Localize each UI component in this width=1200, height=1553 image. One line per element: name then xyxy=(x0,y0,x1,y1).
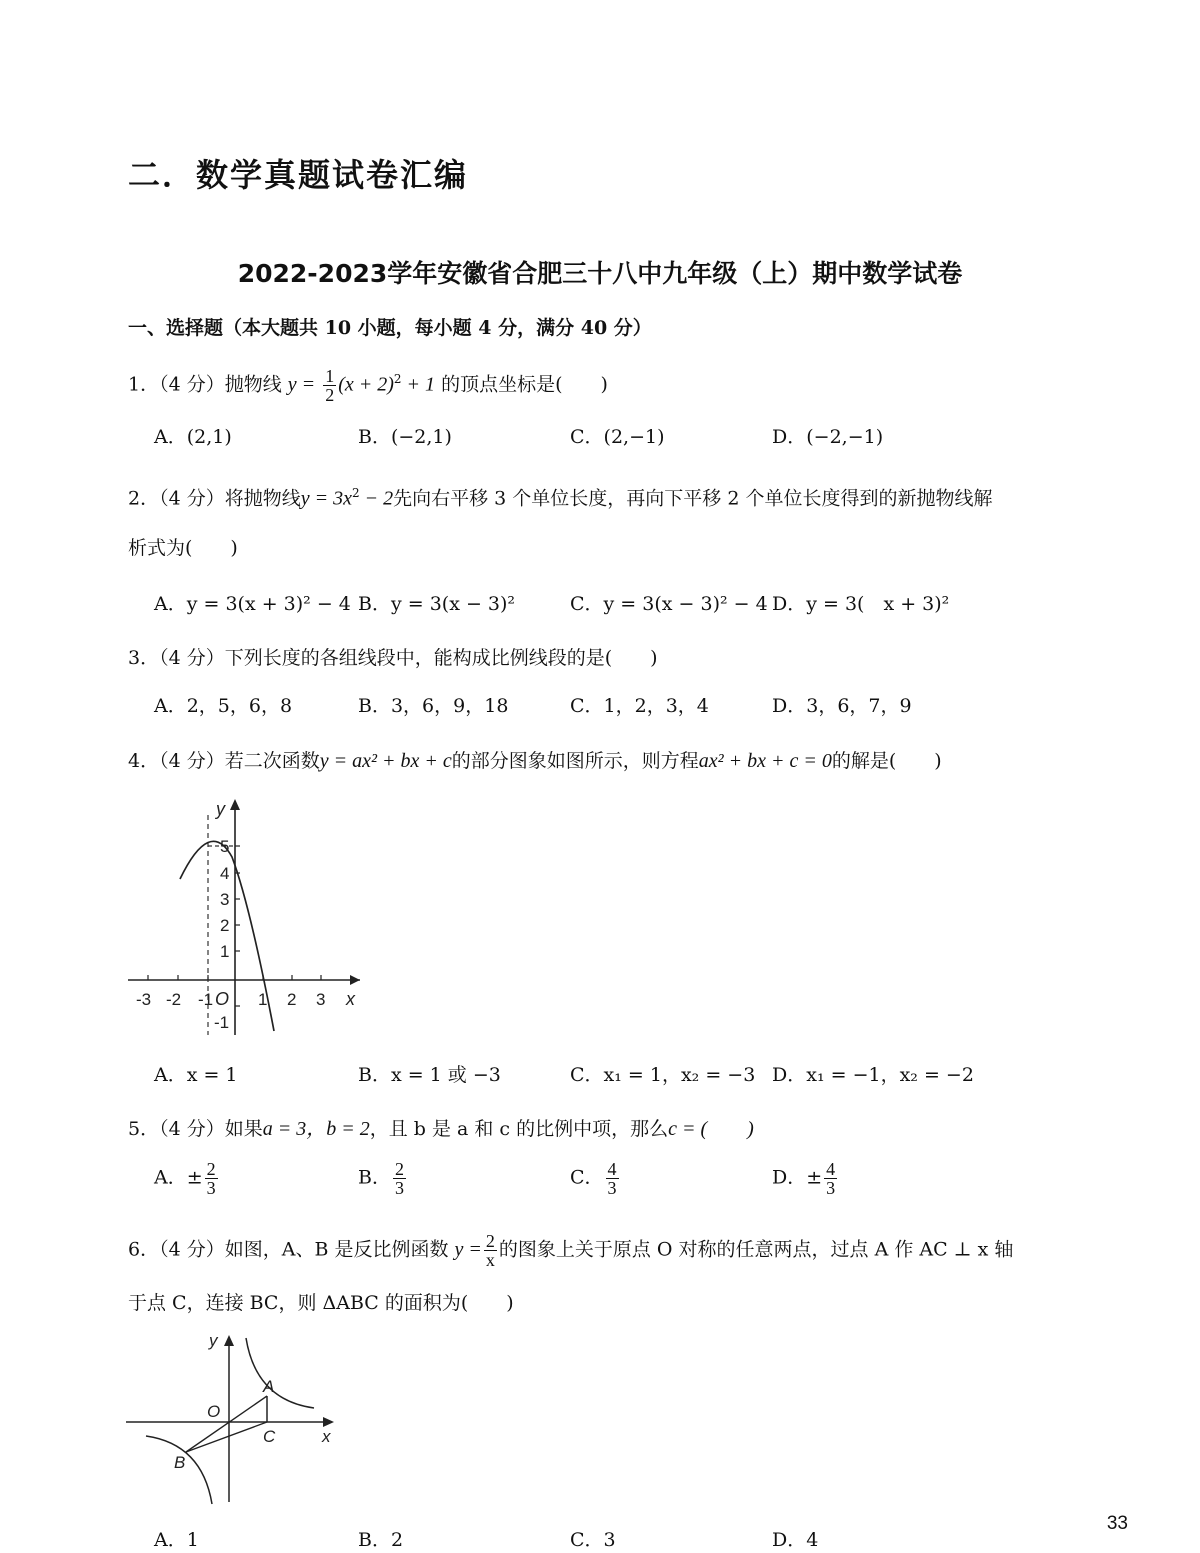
page-number: 33 xyxy=(1106,1513,1128,1534)
q5-option-a xyxy=(154,1160,220,1197)
fraction-denominator: 3 xyxy=(826,1178,836,1198)
q1-option-b: B．(−2,1) xyxy=(358,426,452,448)
point-b-label: B xyxy=(174,1453,186,1472)
q4-option-d: D．x₁ = −1，x₂ = −2 xyxy=(772,1064,974,1086)
q6-option-b: B．2 xyxy=(358,1529,404,1551)
question-3: 3．（4 分）下列长度的各组线段中，能构成比例线段的是( ) xyxy=(128,647,658,669)
x-tick-label: -3 xyxy=(136,990,152,1009)
q1-option-d: D．(−2,−1) xyxy=(772,426,884,448)
question-6-prefix: 6．（4 分）如图，A、B 是反比例函数 xyxy=(128,1238,449,1261)
question-1-expr: (x + 2) xyxy=(338,373,394,396)
x-tick-label: 3 xyxy=(316,990,326,1009)
x-axis-label: x xyxy=(322,1427,331,1446)
x-tick-label: 2 xyxy=(287,990,297,1009)
q2-option-a: A．y = 3(x + 3)² − 4 xyxy=(154,593,351,615)
fraction-denominator: 2 xyxy=(325,384,335,405)
question-6-y: y = xyxy=(454,1238,482,1261)
q2-option-c: C．y = 3(x − 3)² − 4 xyxy=(570,593,768,615)
y-tick-label: 1 xyxy=(220,942,230,961)
option-sign: ± xyxy=(806,1166,823,1189)
q3-option-d: D．3，6，7，9 xyxy=(772,695,912,717)
option-sign: ± xyxy=(186,1166,203,1189)
q2-option-d: D．y = 3( x + 3)² xyxy=(772,593,950,615)
q6-option-c: C．3 xyxy=(570,1529,616,1551)
question-6-fraction xyxy=(484,1232,497,1269)
y-tick-label: 4 xyxy=(220,864,230,883)
question-2-exponent: 2 xyxy=(351,486,360,500)
question-1-y: y = xyxy=(287,373,316,396)
fraction-numerator: 2 xyxy=(206,1159,216,1179)
q5-option-c xyxy=(570,1160,621,1197)
question-1 xyxy=(128,366,608,404)
fraction-numerator: 4 xyxy=(826,1159,836,1179)
q1-option-a: A．(2,1) xyxy=(154,426,232,448)
paper-title: 2022-2023学年安徽省合肥三十八中九年级（上）期中数学试卷 xyxy=(237,259,963,288)
y-axis-label: y xyxy=(216,799,225,819)
question-5 xyxy=(128,1116,754,1142)
q3-option-b: B．3，6，9，18 xyxy=(358,695,509,717)
y-tick-label: 5 xyxy=(220,837,230,856)
question-5-prefix: 5．（4 分）如果 xyxy=(128,1118,263,1140)
q3-option-a: A．2，5，6，8 xyxy=(154,695,293,717)
question-5-condition: a = 3，b = 2 xyxy=(262,1118,370,1140)
fraction-numerator: 4 xyxy=(607,1159,617,1179)
q3-option-c: C．1，2，3，4 xyxy=(570,695,709,717)
option-label: B． xyxy=(358,1166,391,1189)
y-tick-label: 2 xyxy=(220,916,230,935)
fraction-denominator: 3 xyxy=(607,1178,617,1198)
point-c-label: C xyxy=(263,1427,276,1446)
origin-label: O xyxy=(215,989,230,1009)
parabola-figure xyxy=(128,795,368,1040)
q5-option-d xyxy=(772,1160,839,1197)
y-tick-label: -1 xyxy=(214,1013,230,1032)
question-6 xyxy=(128,1232,1013,1269)
x-axis-label: x xyxy=(346,989,355,1009)
question-6-line2: 于点 C，连接 BC，则 ΔABC 的面积为( ) xyxy=(128,1292,514,1314)
question-4-suffix: 的解是( ) xyxy=(831,750,942,772)
q4-option-b: B．x = 1 或 −3 xyxy=(358,1064,501,1086)
question-1-exponent: 2 xyxy=(393,372,402,386)
question-2-prefix: 2．（4 分）将抛物线 xyxy=(128,487,301,510)
q6-option-a: A．1 xyxy=(154,1529,199,1551)
option-label: C． xyxy=(570,1166,604,1189)
q4-option-a: A．x = 1 xyxy=(154,1064,238,1086)
question-5-ask: c = ( ) xyxy=(668,1118,754,1140)
question-2 xyxy=(128,480,992,511)
x-tick-label: -2 xyxy=(166,990,182,1009)
q6-option-d: D．4 xyxy=(772,1529,819,1551)
question-1-fraction xyxy=(323,367,336,404)
y-tick-label: 3 xyxy=(220,890,230,909)
question-4 xyxy=(128,748,942,774)
question-2-suffix: 先向右平移 3 个单位长度，再向下平移 2 个单位长度得到的新抛物线解 xyxy=(393,487,993,510)
part-heading: 一、选择题（本大题共 10 小题，每小题 4 分，满分 40 分） xyxy=(128,317,652,339)
fraction-denominator: x xyxy=(485,1250,495,1270)
origin-label: O xyxy=(207,1402,221,1421)
question-2-expr: y = 3x xyxy=(300,487,352,510)
fraction-numerator: 2 xyxy=(394,1159,404,1179)
question-2-line2: 析式为( ) xyxy=(128,537,238,559)
question-4-middle: 的部分图象如图所示，则方程 xyxy=(451,750,699,772)
hyperbola-figure xyxy=(124,1330,344,1510)
section-heading: 二．数学真题试卷汇编 xyxy=(128,156,469,194)
fraction-numerator: 2 xyxy=(485,1231,495,1251)
question-5-middle: ，且 b 是 a 和 c 的比例中项，那么 xyxy=(369,1118,669,1140)
question-1-prefix: 1．（4 分）抛物线 xyxy=(128,373,282,396)
question-4-prefix: 4．（4 分）若二次函数 xyxy=(128,750,320,772)
fraction-denominator: 3 xyxy=(206,1178,216,1198)
option-label: A． xyxy=(154,1166,187,1189)
point-a-label: A xyxy=(263,1377,275,1396)
y-axis-label: y xyxy=(209,1331,218,1350)
question-2-expr-tail: − 2 xyxy=(359,487,394,510)
question-1-suffix: 的顶点坐标是( ) xyxy=(441,373,608,396)
x-tick-label: -1 xyxy=(198,990,214,1009)
question-4-equation: ax² + bx + c = 0 xyxy=(698,750,832,772)
x-tick-label: 1 xyxy=(258,990,268,1009)
option-label: D． xyxy=(772,1166,807,1189)
fraction-numerator: 1 xyxy=(325,365,335,386)
q1-option-c: C．(2,−1) xyxy=(570,426,665,448)
question-1-expr-tail: + 1 xyxy=(401,373,436,396)
fraction-denominator: 3 xyxy=(394,1178,404,1198)
question-4-function: y = ax² + bx + c xyxy=(319,750,452,772)
question-6-suffix: 的图象上关于原点 O 对称的任意两点，过点 A 作 AC ⊥ x 轴 xyxy=(498,1238,1014,1261)
q5-option-b xyxy=(358,1160,408,1197)
q4-option-c: C．x₁ = 1，x₂ = −3 xyxy=(570,1064,756,1086)
q2-option-b: B．y = 3(x − 3)² xyxy=(358,593,516,615)
